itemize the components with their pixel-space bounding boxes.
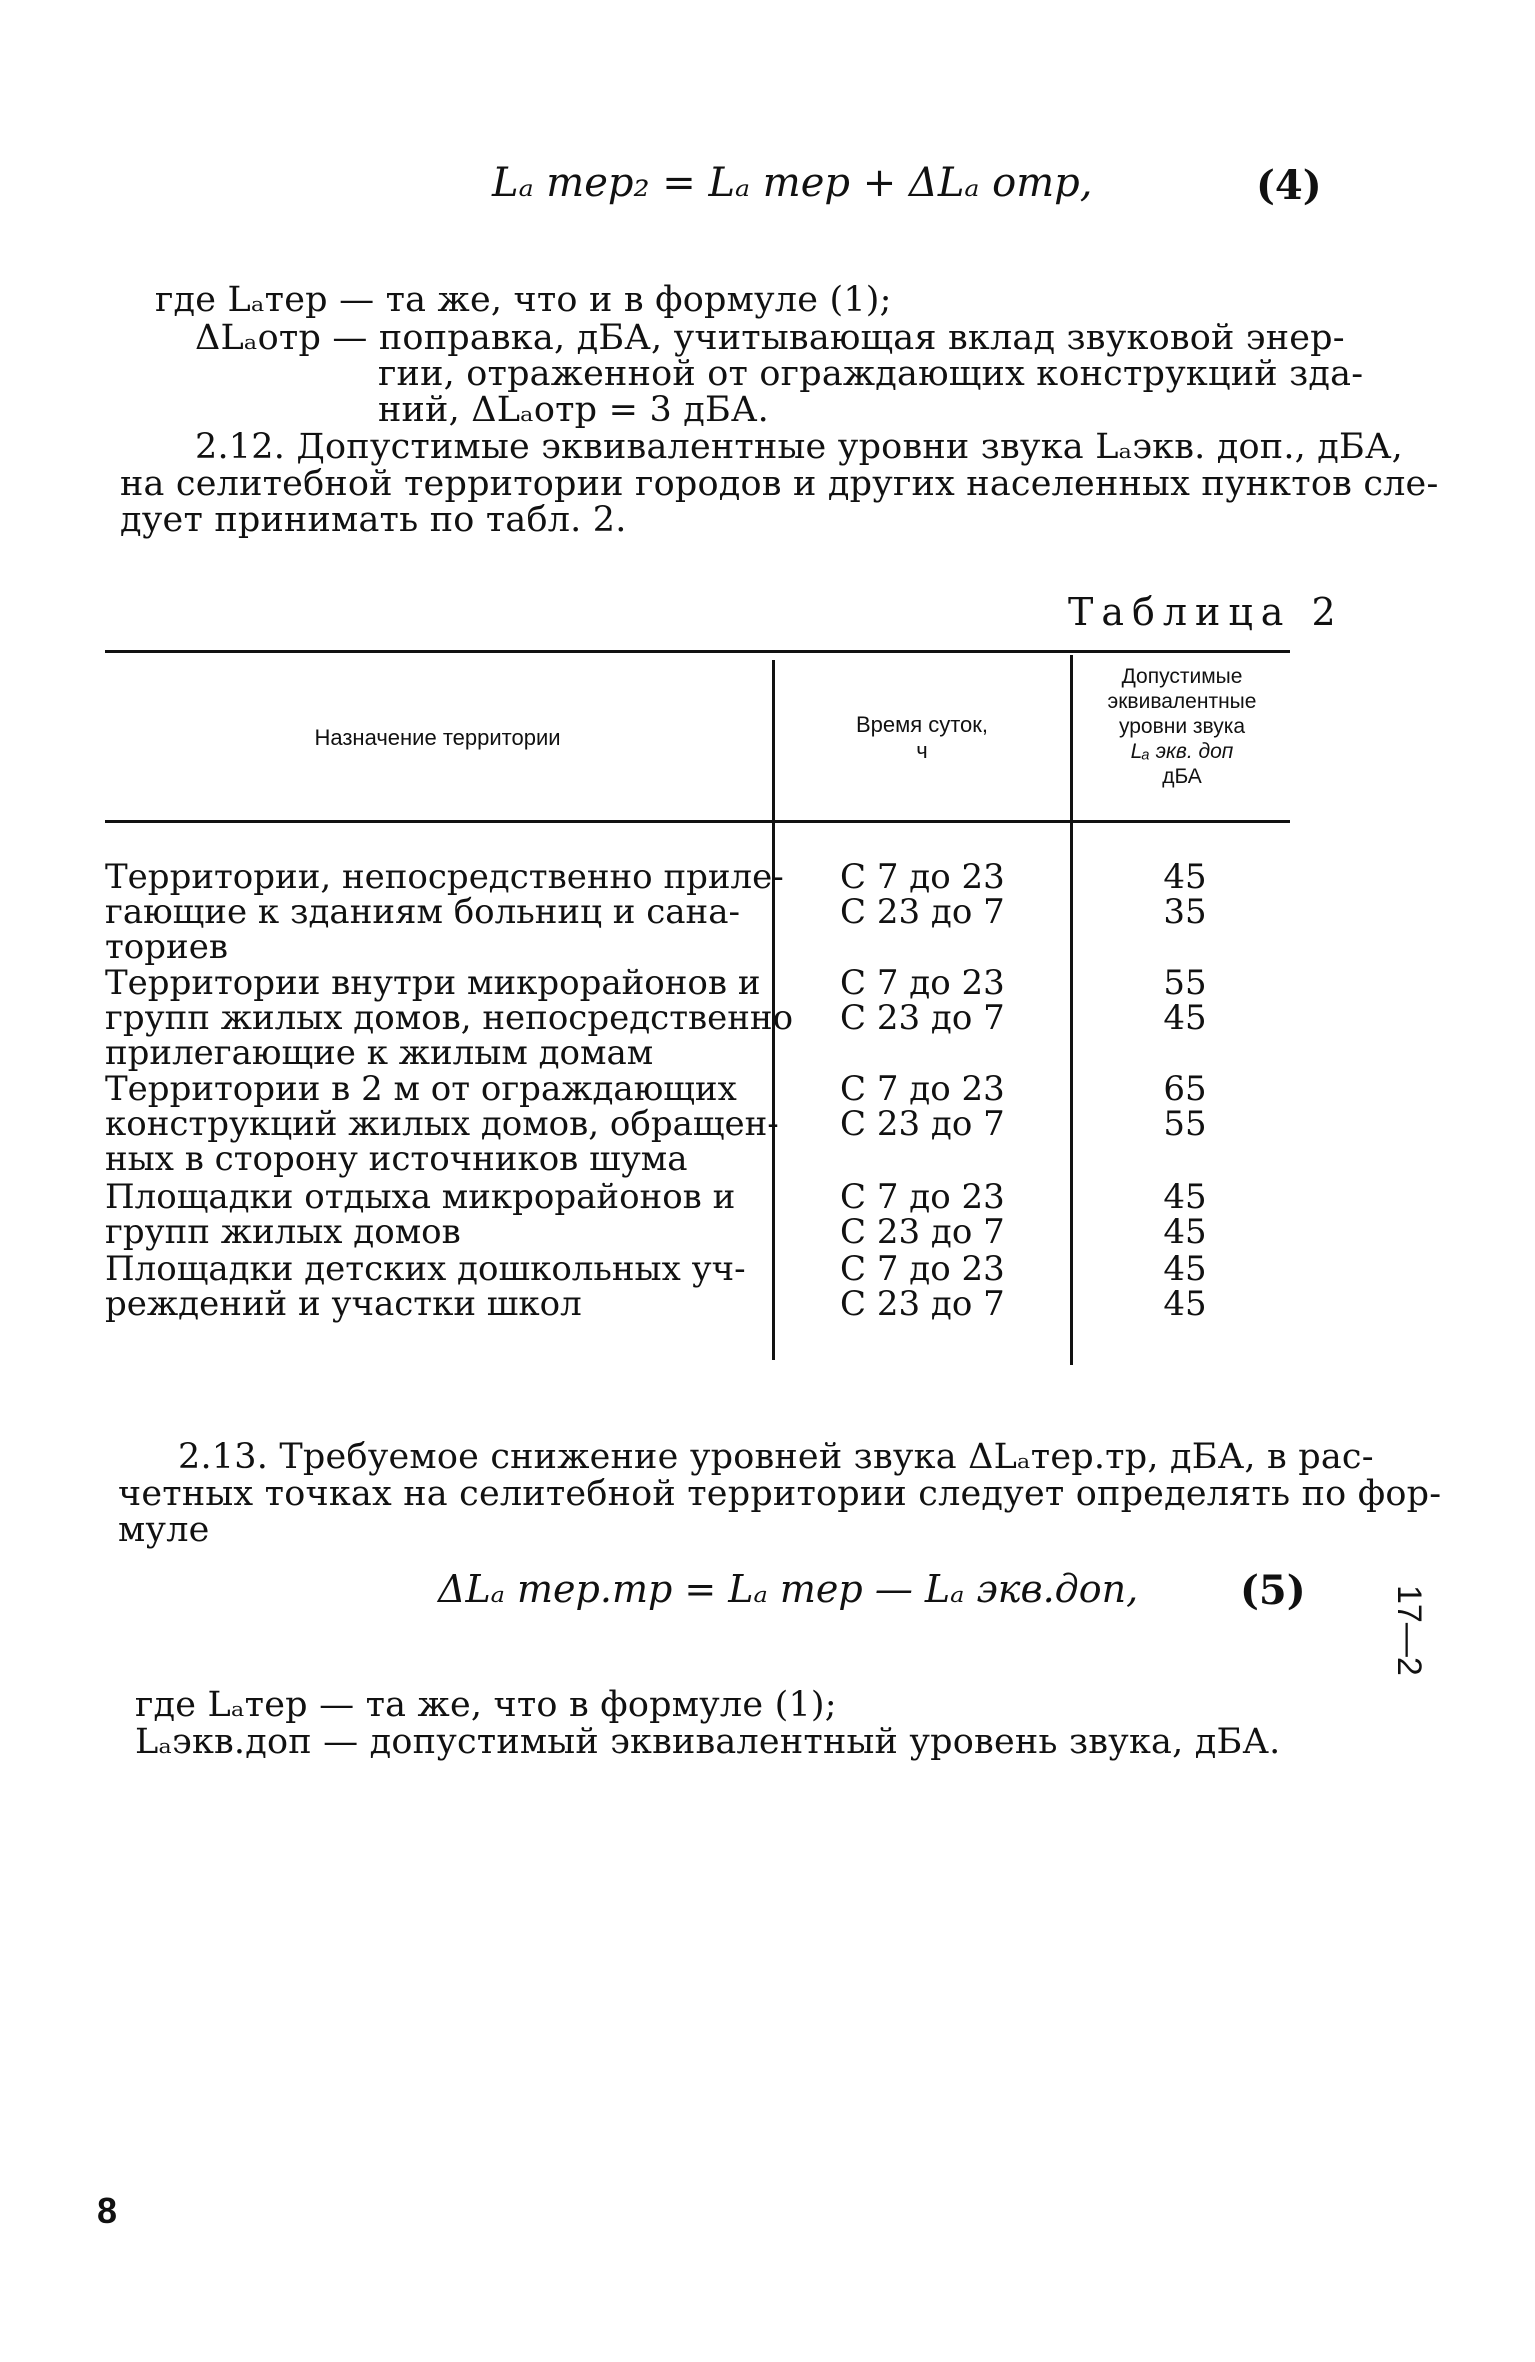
header-purpose: Назначение территории xyxy=(314,725,561,750)
row-value: 45 xyxy=(1163,1249,1207,1289)
row-value: 45 xyxy=(1163,998,1207,1038)
definition-line: где Lₐтер — та же, что в формуле (1); xyxy=(135,1685,837,1725)
paragraph-line: на селитебной территории городов и других населенных пунктов сле- xyxy=(120,464,1439,504)
header-level-line: Lₐ экв. доп xyxy=(1130,740,1234,763)
table-title: Таблица 2 xyxy=(1068,590,1344,634)
paragraph-line: 2.13. Требуемое снижение уровней звука ΔLₐтер.тр, дБА, в рас- xyxy=(178,1437,1374,1477)
table-row xyxy=(105,1177,736,1252)
row-purpose-line: групп жилых домов, непосредственно xyxy=(105,998,794,1038)
row-purpose-line: групп жилых домов xyxy=(105,1212,461,1252)
header-level xyxy=(1074,664,1290,789)
row-time: С 7 до 23 xyxy=(840,1069,1005,1109)
row-purpose-line: ториев xyxy=(105,927,228,967)
row-time: С 7 до 23 xyxy=(840,857,1005,897)
definition-line: гии, отраженной от ограждающих конструкций зда- xyxy=(378,354,1364,394)
row-value: 45 xyxy=(1163,857,1207,897)
row-values xyxy=(1150,1069,1220,1144)
row-purpose-line: ных в сторону источников шума xyxy=(105,1139,688,1179)
paragraph-line: 2.12. Допустимые эквивалентные уровни звука Lₐэкв. доп., дБА, xyxy=(195,427,1403,467)
row-time: С 23 до 7 xyxy=(840,1212,1005,1252)
header-time-unit: ч xyxy=(916,738,928,763)
row-purpose-line: Площадки отдыха микрорайонов и xyxy=(105,1177,736,1217)
row-purpose-line: Площадки детских дошкольных уч- xyxy=(105,1249,746,1289)
table-column-divider xyxy=(1070,655,1073,1365)
row-purpose-line: реждений и участки школ xyxy=(105,1284,582,1324)
row-purpose-line: прилегающие к жилым домам xyxy=(105,1033,654,1073)
definition-line: где Lₐтер — та же, что и в формуле (1); xyxy=(155,280,892,320)
page-number: 8 xyxy=(97,2190,118,2231)
paragraph-line: четных точках на селитебной территории следует определять по фор- xyxy=(118,1474,1442,1514)
table-row xyxy=(105,857,784,967)
row-value: 55 xyxy=(1163,1104,1207,1144)
row-value: 45 xyxy=(1163,1177,1207,1217)
table-row xyxy=(105,963,794,1073)
header-level-line: Допустимые xyxy=(1121,665,1243,688)
row-time: С 23 до 7 xyxy=(840,998,1005,1038)
paragraph-line: муле xyxy=(118,1510,210,1550)
row-values xyxy=(1150,963,1220,1038)
header-level-line: дБА xyxy=(1162,765,1202,788)
row-time: С 23 до 7 xyxy=(840,892,1005,932)
definition-line: ний, ΔLₐотр = 3 дБА. xyxy=(378,390,769,430)
header-time xyxy=(776,712,1068,764)
row-time: С 23 до 7 xyxy=(840,1284,1005,1324)
header-time-line: Время суток, xyxy=(855,712,989,737)
row-values xyxy=(1150,1177,1220,1252)
row-times xyxy=(840,857,1005,932)
row-times xyxy=(840,963,1005,1038)
row-value: 45 xyxy=(1163,1284,1207,1324)
formula-5: ΔLₐ тер.тр = Lₐ тер — Lₐ экв.доп, xyxy=(438,1567,1139,1611)
table-row xyxy=(105,1069,779,1179)
definition-line: ΔLₐотр — поправка, дБА, учитывающая вклад звуковой энер- xyxy=(195,318,1345,358)
row-time: С 7 до 23 xyxy=(840,1177,1005,1217)
row-times xyxy=(840,1177,1005,1252)
row-value: 45 xyxy=(1163,1212,1207,1252)
row-time: С 7 до 23 xyxy=(840,963,1005,1003)
table-row xyxy=(105,1249,746,1324)
side-mark: 17—2 xyxy=(1390,1585,1428,1676)
table-top-rule xyxy=(105,650,1290,653)
row-purpose-line: Территории внутри микрорайонов и xyxy=(105,963,761,1003)
row-times xyxy=(840,1249,1005,1324)
table-header-rule xyxy=(105,820,1290,823)
header-level-line: уровни звука xyxy=(1118,715,1246,738)
row-time: С 23 до 7 xyxy=(840,1104,1005,1144)
row-purpose-line: конструкций жилых домов, обращен- xyxy=(105,1104,779,1144)
row-purpose-line: гающие к зданиям больниц и сана- xyxy=(105,892,740,932)
paragraph-line: дует принимать по табл. 2. xyxy=(120,500,627,540)
formula-4-number: (4) xyxy=(1256,162,1322,209)
row-value: 35 xyxy=(1163,892,1207,932)
row-times xyxy=(840,1069,1005,1144)
row-purpose-line: Территории, непосредственно приле- xyxy=(105,857,784,897)
row-time: С 7 до 23 xyxy=(840,1249,1005,1289)
row-purpose-line: Территории в 2 м от ограждающих xyxy=(105,1069,737,1109)
row-value: 55 xyxy=(1163,963,1207,1003)
definition-line: Lₐэкв.доп — допустимый эквивалентный уровень звука, дБА. xyxy=(135,1722,1281,1762)
formula-5-number: (5) xyxy=(1240,1567,1306,1614)
row-values xyxy=(1150,1249,1220,1324)
header-level-line: эквивалентные xyxy=(1107,690,1257,713)
row-value: 65 xyxy=(1163,1069,1207,1109)
formula-4: Lₐ тер₂ = Lₐ тер + ΔLₐ отр, xyxy=(492,160,1093,206)
row-values xyxy=(1150,857,1220,932)
